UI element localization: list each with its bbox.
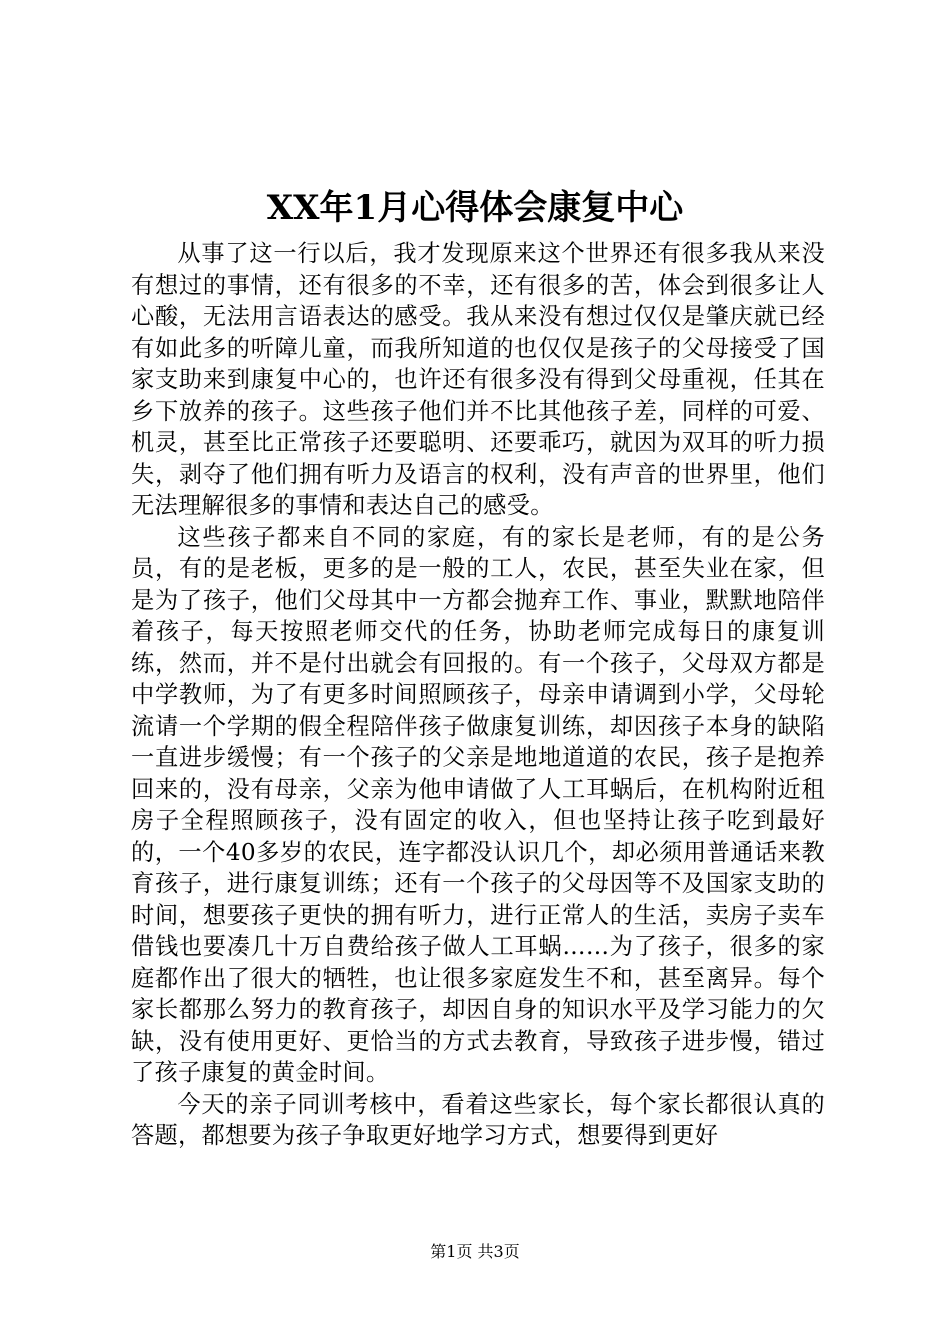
paragraph: 从事了这一行以后，我才发现原来这个世界还有很多我从来没有想过的事情，还有很多的不幸，还有很多的苦，体会到很多让人心酸，无法用言语表达的感受。我从来没有想过仅仅是肇庆就已经有如此多的听障儿童，而我所知道的也仅仅是孩子的父母接受了国家支助来到康复中心的，也许还有很多没有得到父母重视，任其在乡下放养的孩子。这些孩子他们并不比其他孩子差，同样的可爱、机灵，甚至比正常孩子还要聪明、还要乖巧，就因为双耳的听力损失，剥夺了他们拥有听力及语言的权利，没有声音的世界里，他们无法理解很多的事情和表达自己的感受。 [131,240,825,519]
paragraph: 今天的亲子同训考核中，看着这些家长，每个家长都很认真的答题，都想要为孩子争取更好地学习方式，想要得到更好 [131,1090,825,1149]
paragraph: 这些孩子都来自不同的家庭，有的家长是老师，有的是公务员，有的是老板，更多的是一般的工人，农民，甚至失业在家，但是为了孩子，他们父母其中一方都会抛弃工作、事业，默默地陪伴着孩子，每天按照老师交代的任务，协助老师完成每日的康复训练，然而，并不是付出就会有回报的。有一个孩子，父母双方都是中学教师，为了有更多时间照顾孩子，母亲申请调到小学，父母轮流请一个学期的假全程陪伴孩子做康复训练，却因孩子本身的缺陷一直进步缓慢；有一个孩子的父亲是地地道道的农民，孩子是抱养回来的，没有母亲，父亲为他申请做了人工耳蜗后，在机构附近租房子全程照顾孩子，没有固定的收入，但也坚持让孩子吃到最好的，一个40多岁的农民，连字都没认识几个，却必须用普通话来教育孩子，进行康复训练；还有一个孩子的父母因等不及国家支助的时间，想要孩子更快的拥有听力，进行正常人的生活，卖房子卖车借钱也要凑几十万自费给孩子做人工耳蜗……为了孩子，很多的家庭都作出了很大的牺牲，也让很多家庭发生不和，甚至离异。每个家长都那么努力的教育孩子，却因自身的知识水平及学习能力的欠缺，没有使用更好、更恰当的方式去教育，导致孩子进步慢，错过了孩子康复的黄金时间。 [131,523,825,1086]
document-body [131,238,825,1152]
page-title: XX年1月心得体会康复中心 [266,188,684,228]
page-number-footer: 第1页 共3页 [430,1242,520,1261]
